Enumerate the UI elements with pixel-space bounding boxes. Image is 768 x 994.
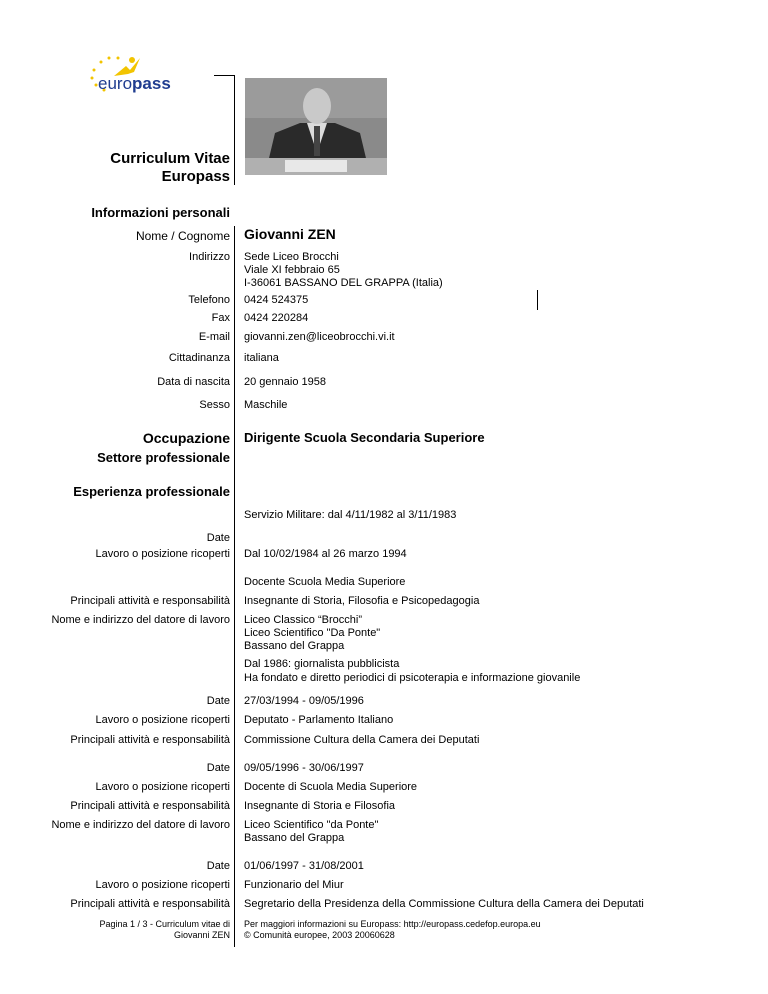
logo-text-euro: euro — [98, 74, 133, 93]
vertical-divider-top — [234, 75, 235, 185]
e3-date-value: 09/05/1996 - 30/06/1997 — [244, 762, 364, 774]
footer-info — [244, 919, 541, 941]
europass-logo — [84, 50, 184, 100]
title-line1: Curriculum Vitae — [110, 150, 230, 167]
section-personal-info: Informazioni personali — [91, 205, 230, 220]
military-service: Servizio Militare: dal 4/11/1982 al 3/11/1983 — [244, 509, 457, 521]
e3-activities-value: Insegnante di Storia e Filosofia — [244, 800, 396, 812]
e3-job-label: Lavoro o posizione ricoperti — [95, 781, 230, 793]
birth-label: Data di nascita — [157, 376, 230, 388]
citizenship-label: Cittadinanza — [168, 352, 230, 364]
title-line2: Europass — [161, 168, 230, 185]
name-value: Giovanni ZEN — [244, 226, 336, 242]
fax-value: 0424 220284 — [244, 312, 309, 324]
sector-label: Settore professionale — [97, 450, 230, 465]
footer-name-line: Giovanni ZEN — [173, 930, 230, 940]
phone-separator — [537, 290, 538, 310]
e1-job-label: Lavoro o posizione ricoperti — [95, 548, 230, 560]
e3-employer-line-1: Liceo Scientifico "da Ponte" — [244, 819, 379, 831]
profile-photo — [245, 78, 387, 175]
occupation-value: Dirigente Scuola Secondaria Superiore — [244, 430, 485, 445]
sex-value: Maschile — [244, 399, 288, 411]
section-experience: Esperienza professionale — [73, 484, 230, 499]
e3-employer-label: Nome e indirizzo del datore di lavoro — [51, 819, 230, 831]
e1-activities-value: Insegnante di Storia, Filosofia e Psicopedagogia — [244, 595, 480, 607]
address-label: Indirizzo — [189, 251, 230, 263]
e3-employer-line-2: Bassano del Grappa — [244, 832, 345, 844]
cv-title — [110, 150, 230, 186]
citizenship-value: italiana — [244, 352, 279, 364]
email-label: E-mail — [198, 331, 230, 343]
e1-activities-label: Principali attività e responsabilità — [70, 595, 230, 607]
e1-extra-line-2: Ha fondato e diretto periodici di psicoterapia e informazione giovanile — [244, 672, 581, 684]
name-label: Nome / Cognome — [135, 229, 230, 243]
phone-label: Telefono — [188, 294, 230, 306]
e1-employer-label: Nome e indirizzo del datore di lavoro — [51, 614, 230, 626]
e1-employer-line-3: Bassano del Grappa — [244, 640, 345, 652]
e3-activities-label: Principali attività e responsabilità — [70, 800, 230, 812]
birth-value: 20 gennaio 1958 — [244, 376, 326, 388]
e1-extra-line-1: Dal 1986: giornalista pubblicista — [244, 658, 400, 670]
e4-job-value: Funzionario del Miur — [244, 879, 344, 891]
e1-job-value: Docente Scuola Media Superiore — [244, 576, 406, 588]
e3-date-label: Date — [206, 762, 230, 774]
footer-divider — [234, 917, 235, 947]
email-value[interactable]: giovanni.zen@liceobrocchi.vi.it — [244, 331, 395, 343]
e3-job-value: Docente di Scuola Media Superiore — [244, 781, 418, 793]
footer-page — [99, 919, 230, 941]
occupation-label: Occupazione — [142, 430, 230, 446]
e1-employer-line-1: Liceo Classico “Brocchi” — [244, 614, 362, 626]
e4-activities-value: Segretario della Presidenza della Commissione Cultura della Camera dei Deputati — [244, 898, 644, 910]
e1-date-value: Dal 10/02/1984 al 26 marzo 1994 — [244, 548, 407, 560]
e2-date-value: 27/03/1994 - 09/05/1996 — [244, 695, 364, 707]
corner-bracket — [214, 75, 235, 76]
vertical-divider-main — [234, 226, 235, 946]
sex-label: Sesso — [199, 399, 230, 411]
e1-employer-line-2: Liceo Scientifico "Da Ponte" — [244, 627, 381, 639]
e4-date-value: 01/06/1997 - 31/08/2001 — [244, 860, 364, 872]
logo-text — [98, 74, 171, 94]
e2-job-value: Deputato - Parlamento Italiano — [244, 714, 394, 726]
fax-label: Fax — [211, 312, 230, 324]
e2-job-label: Lavoro o posizione ricoperti — [95, 714, 230, 726]
address-line-1: Sede Liceo Brocchi — [244, 251, 339, 263]
e4-date-label: Date — [206, 860, 230, 872]
phone-value: 0424 524375 — [244, 294, 309, 306]
e2-date-label: Date — [206, 695, 230, 707]
logo-text-pass: pass — [132, 74, 171, 93]
e2-activities-label: Principali attività e responsabilità — [70, 734, 230, 746]
e2-activities-value: Commissione Cultura della Camera dei Deputati — [244, 734, 480, 746]
e4-job-label: Lavoro o posizione ricoperti — [95, 879, 230, 891]
footer-info-line-2: © Comunità europee, 2003 20060628 — [244, 930, 395, 940]
address-line-2: Viale XI febbraio 65 — [244, 264, 340, 276]
footer-page-line: Pagina 1 / 3 - Curriculum vitae di — [99, 919, 230, 929]
footer-info-line-1[interactable]: Per maggiori informazioni su Europass: http://europass.cedefop.europa.eu — [244, 919, 541, 929]
e1-date-label: Date — [206, 532, 230, 544]
person-photo-icon — [245, 78, 387, 175]
e4-activities-label: Principali attività e responsabilità — [70, 898, 230, 910]
address-line-3: I-36061 BASSANO DEL GRAPPA (Italia) — [244, 277, 443, 289]
